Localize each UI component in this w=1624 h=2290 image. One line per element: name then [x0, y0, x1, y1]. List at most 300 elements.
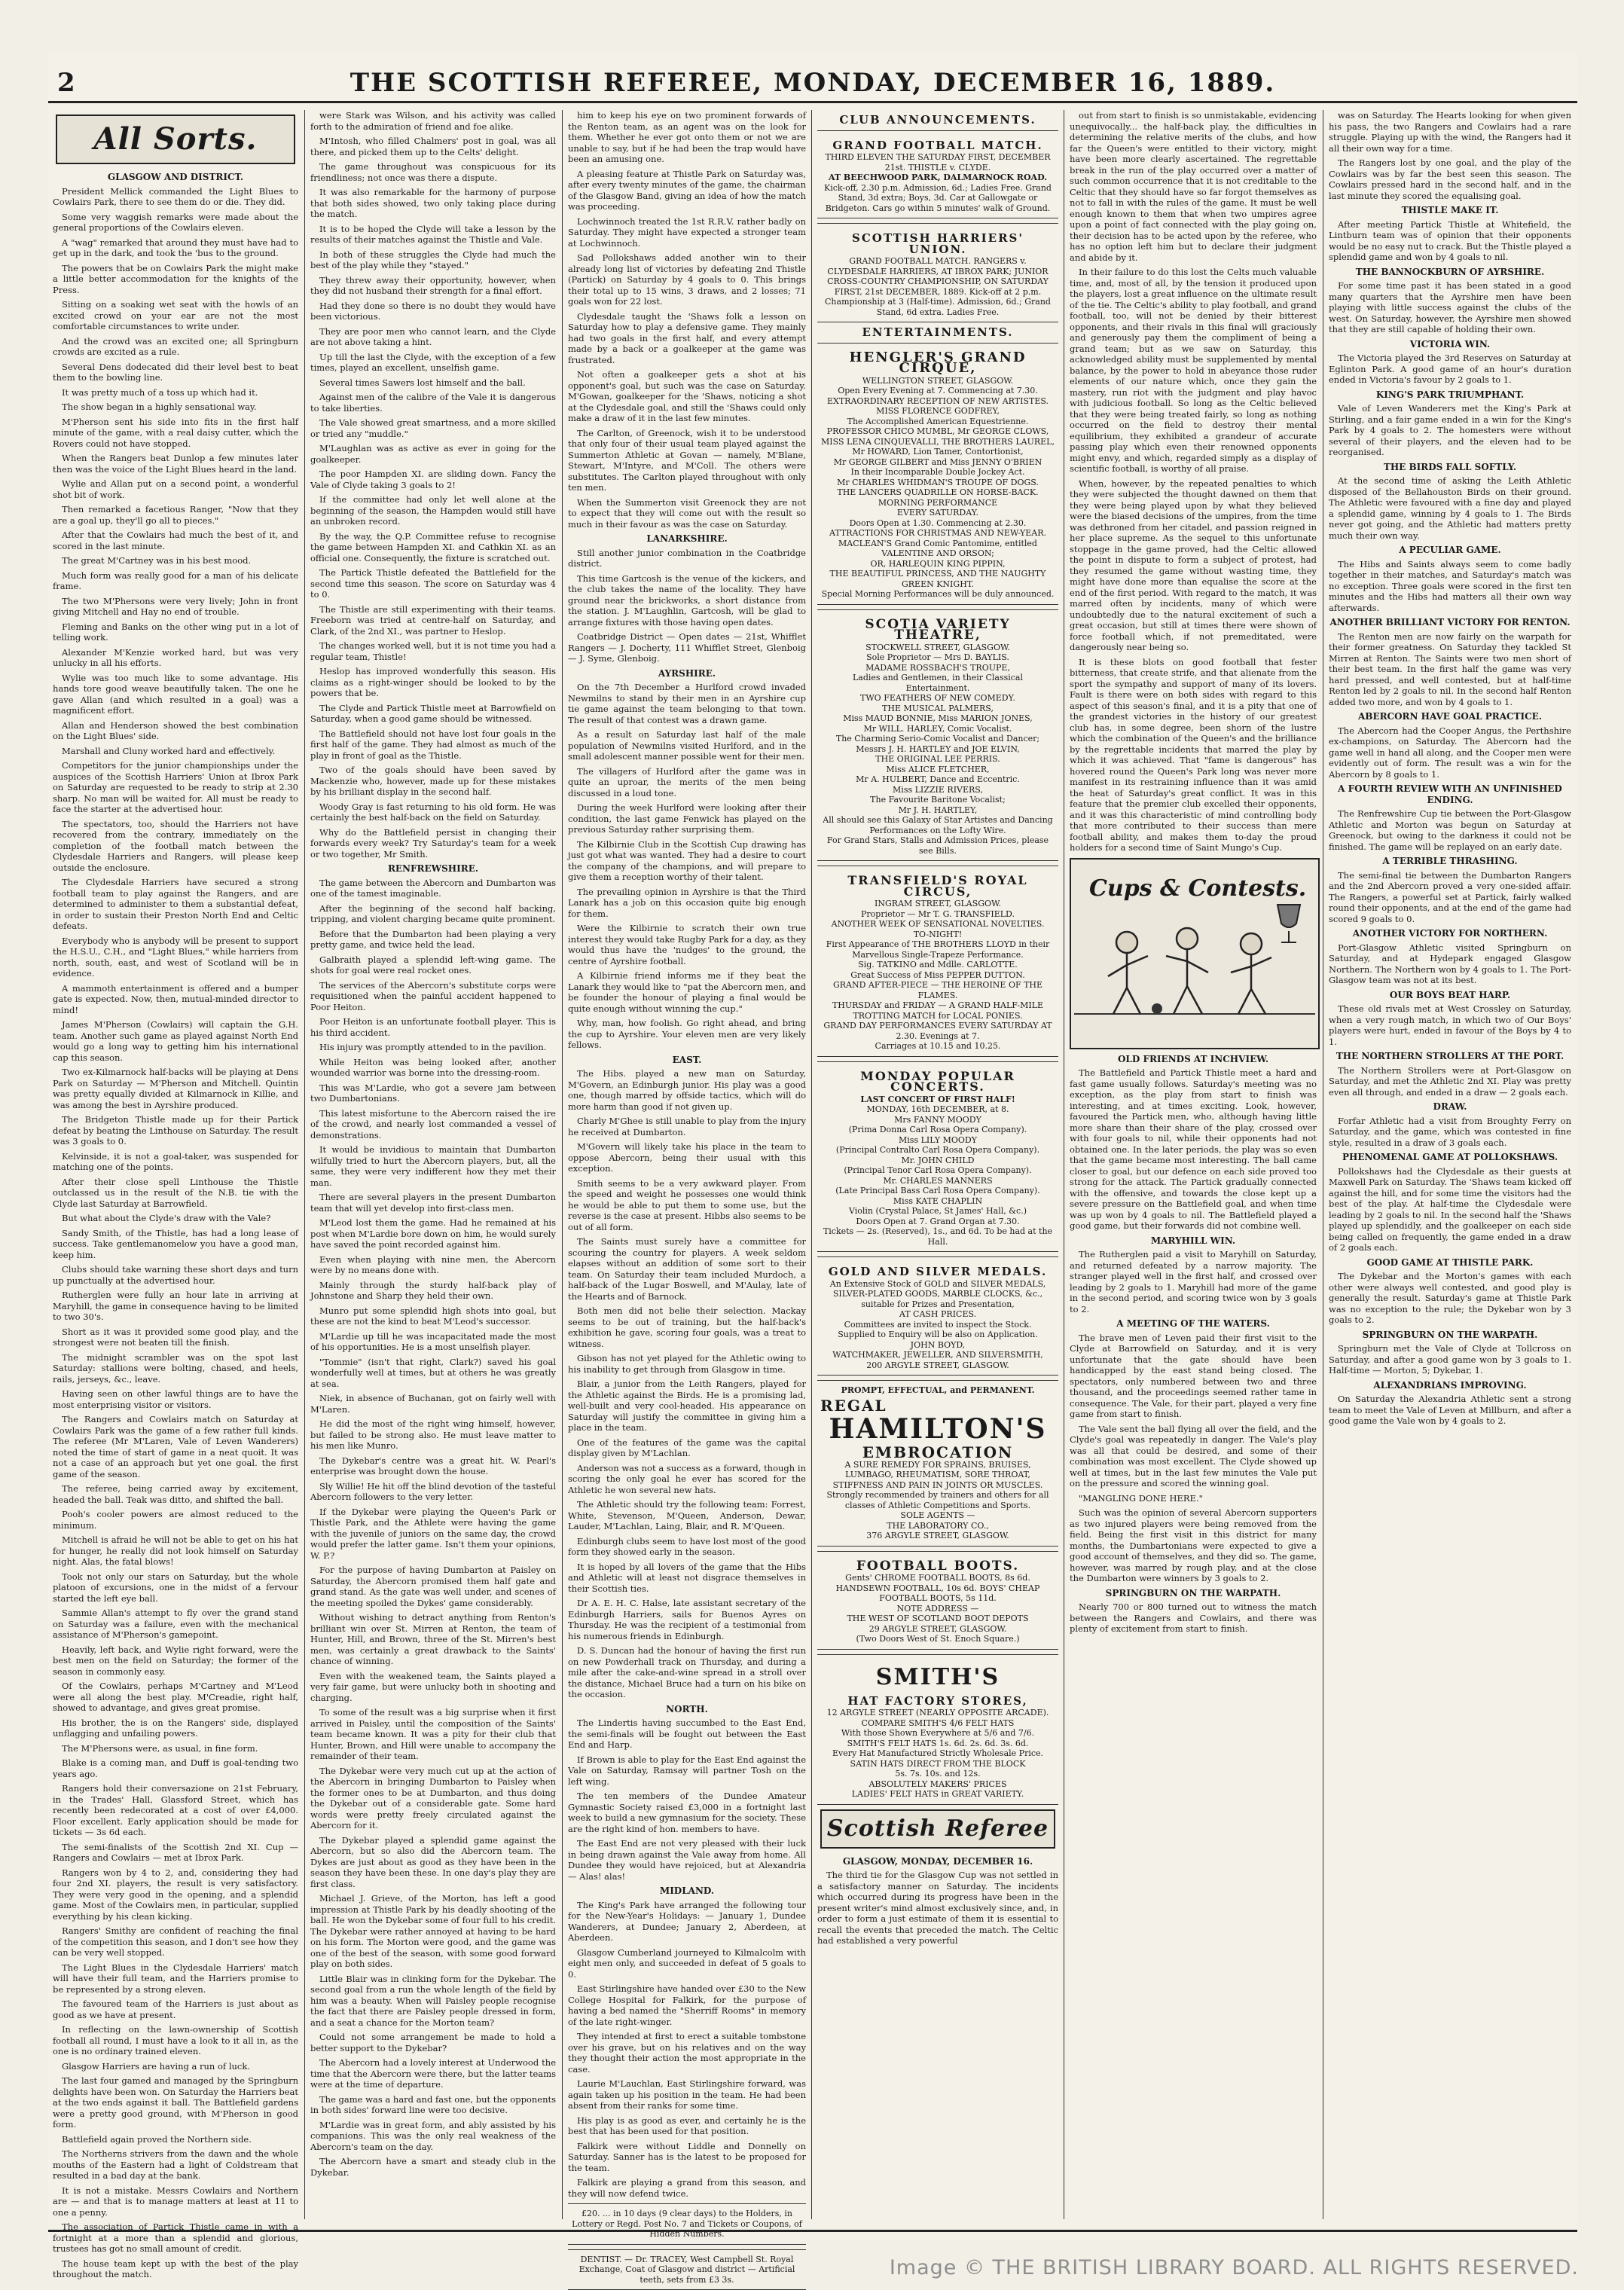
- column-separator: [304, 110, 305, 2219]
- article-paragraph: The Rangers and Cowlairs match on Saturday at Cowlairs Park was the game of a few rather full kinds. The referee (Mr M'Laren, Vale of Leven Wanderers) noted the time of start of game in a neat quoit. It was not a case of an approach but yet one goal. the first game of the season.: [53, 1414, 298, 1479]
- article-paragraph: Having seen on other lawful things are to have the most enterprising visitor or visitors.: [53, 1388, 298, 1410]
- article-paragraph: It is hoped by all lovers of the game that the Hibs and Athletic will at least not disgrace themselves in their Scottish ties.: [568, 1562, 806, 1595]
- article-paragraph: Why, man, how foolish. Go right ahead, and bring the cup to Ayrshire. Your eleven men are very likely fellows.: [568, 1018, 806, 1051]
- article-paragraph: him to keep his eye on two prominent forwards of the Renton team, as an agent was on the look for them. Whether he ever got onto them or not we are unable to say, but if he had been the trap would have been an amusing one.: [568, 110, 806, 165]
- cups-and-contests-cartoon: [1070, 858, 1320, 1049]
- column-separator: [811, 110, 812, 2219]
- article-paragraph: The King's Park have arranged the following tour for the New-Year's Holidays: — January 1, Dundee Wanderers, at Dundee; January 2, Aberdeen, at Aberdeen.: [568, 1900, 806, 1943]
- advert-line: Sig. TATKINO and Mdlle. CARLOTTE.: [820, 960, 1055, 970]
- article-paragraph: This latest misfortune to the Abercorn raised the ire of the crowd, and nearly lost commanded a vessel of demonstrations.: [310, 1108, 556, 1141]
- article-paragraph: It is not a mistake. Messrs Cowlairs and Northern are — and that is to manage matters at least at 11 to one a penny.: [53, 2185, 298, 2218]
- advert-title: FOOTBALL BOOTS.: [820, 1561, 1055, 1572]
- article-paragraph: Anderson was not a success as a forward, though in scoring the only goal he ever has scored for the Athletic he won several new hats.: [568, 1463, 806, 1496]
- advert-line: Mr A. HULBERT, Dance and Eccentric.: [820, 774, 1055, 785]
- column-4: [817, 110, 1058, 2219]
- article-paragraph: The Saints must surely have a committee for scouring the country for players. A week seldom elapses without an addition of some sort to their team. On Saturday their team included Murdoch, a half-back of the Lugar Boswell, and M'Aulay, late of the Hearts and of Barnock.: [568, 1236, 806, 1302]
- article-paragraph: Lochwinnoch treated the 1st R.R.V. rather badly on Saturday. They might have expected a stronger team at Lochwinnoch.: [568, 216, 806, 249]
- article-paragraph: Were the Kilbirnie to scratch their own true interest they would take Rugby Park for a day, as they would thus have the 'nudges' to the ground, the centre of Ayrshire football.: [568, 923, 806, 966]
- cartoon-illustration: [1071, 860, 1318, 1048]
- article-paragraph: They are poor men who cannot learn, and the Clyde are not above taking a hint.: [310, 326, 556, 348]
- article-paragraph: M'Laughlan was as active as ever in going for the goalkeeper.: [310, 443, 556, 465]
- dateline: GLASGOW, MONDAY, DECEMBER 16.: [817, 1856, 1058, 1867]
- advert-line: (Prima Donna Carl Rosa Opera Company).: [820, 1125, 1055, 1135]
- article-paragraph: Vale of Leven Wanderers met the King's Park at Stirling, and a fair game ended in a win for the King's Park by 4 goals to 2. The homesters were without several of their players, and the eleven had to be reorganised.: [1329, 403, 1571, 458]
- article-paragraph: East Stirlingshire have handed over £30 to the New College Hospital for Falkirk, for the purpose of having a bed named the "Sherriff Rooms" in memory of the late right-winger.: [568, 1983, 806, 2027]
- advert-line: Miss ALICE FLETCHER,: [820, 765, 1055, 775]
- advert-lines: [820, 909, 1055, 1052]
- advert-line: MISS FLORENCE GODFREY,: [820, 406, 1055, 417]
- article-paragraph: The Abercorn have a smart and steady club in the Dykebar.: [310, 2156, 556, 2178]
- advert-line: SATIN HATS DIRECT FROM THE BLOCK: [820, 1759, 1055, 1769]
- advert-line: Doors Open at 7. Grand Organ at 7.30.: [820, 1217, 1055, 1227]
- article-paragraph: Then remarked a facetious Ranger, "Now that they are a goal up, they'll go all to pieces.": [53, 504, 298, 526]
- advert-subtitle: HAT FACTORY STORES,: [820, 1696, 1055, 1707]
- advert-lines: [820, 1708, 1055, 1800]
- advert-line: TWO FEATHERS OF NEW COMEDY.: [820, 693, 1055, 704]
- article-paragraph: Wylie and Allan put on a second point, a wonderful shot bit of work.: [53, 478, 298, 500]
- advert-title: GRAND FOOTBALL MATCH.: [820, 140, 1055, 151]
- advert-title: SCOTTISH HARRIERS' UNION.: [820, 233, 1055, 255]
- advert-subtitle: THIRD ELEVEN THE SATURDAY FIRST, DECEMBER 21st. THISTLE v. CLYDE.: [820, 152, 1055, 173]
- advert-line: COMPARE SMITH'S 4/6 FELT HATS: [820, 1718, 1055, 1729]
- article-paragraph: The Abercorn had a lovely interest at Underwood the time that the Abercorn were there, but the latter teams were at the time of departure.: [310, 2057, 556, 2090]
- article-paragraph: During the week Hurlford were looking after their condition, the last game Fenwick has played on the previous Saturday rather surprising them.: [568, 802, 806, 835]
- section-heading: ANOTHER BRILLIANT VICTORY FOR RENTON.: [1329, 617, 1571, 628]
- article-paragraph: Rutherglen were fully an hour late in arriving at Maryhill, the game in consequence having to be limited to two 30's.: [53, 1290, 298, 1323]
- article-paragraph: The referee, being carried away by excitement, headed the ball. Teak was ditto, and shifted the ball.: [53, 1483, 298, 1505]
- advert-title: MONDAY POPULAR CONCERTS.: [820, 1071, 1055, 1093]
- article-paragraph: M'Lardie was in great form, and ably assisted by his companions. This was the only real weakness of the Abercorn's team on the day.: [310, 2120, 556, 2153]
- advert-line: Tickets — 2s. (Reserved), 1s., and 6d. To be had at the Hall.: [820, 1226, 1055, 1247]
- article-paragraph: The favoured team of the Harriers is just about as good as we have at present.: [53, 1998, 298, 2020]
- article-paragraph: Mainly through the sturdy half-back play of Johnstone and Sharp they held their own.: [310, 1280, 556, 1302]
- article-paragraph: The Athletic should try the following team: Forrest, White, Stevenson, M'Queen, Anderson, Dewar, Lauder, M'Lachlan, Laing, Blair, and R. M'Queen.: [568, 1499, 806, 1532]
- article-paragraph: Marshall and Cluny worked hard and effectively.: [53, 746, 298, 757]
- column-6: [1329, 110, 1571, 2219]
- article-paragraph: His brother, the is on the Rangers' side, displayed unflagging and unfailing powers.: [53, 1718, 298, 1739]
- advert-line: An Extensive Stock of GOLD and SILVER MEDALS, SILVER-PLATED GOODS, MARBLE CLOCKS, &c., suitable for Prizes and Presentation,: [820, 1279, 1055, 1310]
- article-paragraph: The Abercorn had the Cooper Angus, the Perthshire ex-champions, on Saturday. The Abercorn had the game well in hand all along, and the Cooper men were evidently out of form. The result was a win for the Abercorn by 8 goals to 1.: [1329, 725, 1571, 780]
- column-6-text: [1329, 942, 1571, 986]
- advert-line: PROFESSOR CHICO MUMBL, Mr GEORGE CLOWS,: [820, 426, 1055, 437]
- newspaper-nameplate: Scottish Referee: [820, 1809, 1055, 1849]
- column-1: [53, 110, 298, 2219]
- advert-line: Proprietor — Mr T. G. TRANSFIELD.: [820, 909, 1055, 920]
- advert-title: SCOTIA VARIETY THEATRE,: [820, 619, 1055, 641]
- article-paragraph: The prevailing opinion in Ayrshire is that the Third Lanark has a job on this occasion quite big enough for them.: [568, 887, 806, 920]
- masthead-rule: [48, 101, 1577, 103]
- article-paragraph: The two M'Phersons were very lively; John in front giving Mitchell and Hay no end of trouble.: [53, 596, 298, 618]
- advert-line: THE WEST OF SCOTLAND BOOT DEPOTS: [820, 1614, 1055, 1624]
- article-paragraph: And the crowd was an excited one; all Springburn crowds are excited as a rule.: [53, 336, 298, 358]
- article-paragraph: Glasgow Harriers are having a run of luck.: [53, 2061, 298, 2072]
- article-paragraph: After the beginning of the second half backing, tripping, and violent charging became quite prominent.: [310, 903, 556, 925]
- article-paragraph: The Carlton, of Greenock, wish it to be understood that only four of their usual team played against the Summerton Athletic at Govan — namely, M'Blane, Stewart, M'Intyre, and M'Coll. The others were substitutes. The Carlton played throughout with only ten men.: [568, 428, 806, 493]
- advert-line: A SURE REMEDY FOR SPRAINS, BRUISES, LUMBAGO, RHEUMATISM, SORE THROAT, STIFFNESS AND PAIN IN JOINTS OR MUSCLES.: [820, 1460, 1055, 1491]
- article-paragraph: There are several players in the present Dumbarton team that will yet develop into first-class men.: [310, 1192, 556, 1214]
- section-heading: A FOURTH REVIEW WITH AN UNFINISHED ENDING.: [1329, 783, 1571, 805]
- article-paragraph: This was M'Lardie, who got a severe jam between two Dumbartonians.: [310, 1082, 556, 1104]
- advert-line: Miss LILY MOODY: [820, 1135, 1055, 1146]
- editorial-text: [817, 1870, 1058, 1946]
- cartoon-title: OLD FRIENDS AT INCHVIEW.: [1070, 1054, 1317, 1065]
- advert-subtitle: WELLINGTON STREET, GLASGOW.: [820, 376, 1055, 386]
- article-paragraph: Wylie was too much like to some advantage. His hands tore good weave beautifully taken. The one he gave Allan (and which resulted in a goal) was a magnificent effort.: [53, 673, 298, 716]
- advert-lines: [820, 386, 1055, 600]
- column-6-text: [1329, 1343, 1571, 1376]
- column-6-text: [1329, 725, 1571, 780]
- article-paragraph: But what about the Clyde's draw with the Vale?: [53, 1213, 298, 1224]
- column-3-text-f: [568, 1900, 806, 2200]
- article-paragraph: Two of the goals should have been saved by Mackenzie who, however, made up for these mistakes by his brilliant display in the second half.: [310, 765, 556, 798]
- article-paragraph: Heavily, left back, and Wylie right forward, were the best men on the field on Saturday; the former of the season in commonly easy.: [53, 1644, 298, 1678]
- column-6-text: [1329, 219, 1571, 263]
- article-paragraph: The Rangers lost by one goal, and the play of the Cowlairs was by far the best seen this season. The Cowlairs pressed hard in the second half, and in the last minute they scored the equalising goal.: [1329, 157, 1571, 201]
- section-heading: AYRSHIRE.: [568, 668, 806, 679]
- article-paragraph: Blair, a junior from the Leith Rangers, played for the Athletic against the Birds. He is a promising lad, well-built and very cool-headed. His appearance on Saturday will justify the committee in giving him a place in the team.: [568, 1379, 806, 1434]
- section-heading: NORTH.: [568, 1704, 806, 1715]
- article-paragraph: out from start to finish is so unmistakable, evidencing unequivocally... the half-back play, the difficulties in determining the relative merits of the clubs, and how far the Queen's were entitled to their victory, might have been more clearly ascertained. The regrettable break in the run of the play occurred over a matter of such common occurrence that it is not creditable to the Celtic that they should have so far forgot themselves as not to fall in with the rules of the game. It must be well enough known to them that when two umpires agree upon a point of fact connected with the play going on, their decision has to be acted upon by the referee, who has no option left him but to declare their judgment and abide by it.: [1070, 110, 1317, 263]
- section-heading: SPRINGBURN ON THE WARPATH.: [1070, 1588, 1317, 1599]
- article-paragraph: Pollokshaws had the Clydesdale as their guests at Maxwell Park on Saturday. The 'Shaws team kicked off against the hill, and for some time the visitors had the best of the play. At half-time the Clydesdale were leading by 2 goals to nil. In the second half the 'Shaws played up splendidly, and the goalkeeper on each side being called on frequently, the game ended in a draw of 2 goals each.: [1329, 1166, 1571, 1253]
- article-paragraph: "MANGLING DONE HERE.": [1070, 1493, 1317, 1504]
- advert-line: 200 ARGYLE STREET, GLASGOW.: [820, 1360, 1055, 1371]
- article-paragraph: The Northerns strivers from the dawn and the whole mouths of the Eastern had a light of Coldstream that resulted in a bad day at the bank.: [53, 2148, 298, 2182]
- article-paragraph: It would be invidious to maintain that Dumbarton wilfully tried to hurt the Abercorn players, but, all the same, they were very indifferent how they met their man.: [310, 1144, 556, 1188]
- article-paragraph: The great M'Cartney was in his best mood.: [53, 555, 298, 566]
- section-heading: A TERRIBLE THRASHING.: [1329, 856, 1571, 867]
- article-paragraph: Alexander M'Kenzie worked hard, but was very unlucky in all his efforts.: [53, 647, 298, 669]
- advert-line: WATCHMAKER, JEWELLER, AND SILVERSMITH,: [820, 1350, 1055, 1360]
- column-3-text-d: [568, 1068, 806, 1700]
- advert-title: HENGLER'S GRAND CIRQUE,: [820, 353, 1055, 374]
- article-paragraph: The brave men of Leven paid their first visit to the Clyde at Barrowfield on Saturday, and it is very unfortunate that the gate should have been handicapped by the east stand being closed. The spectators, only numbered between two and three thousand, and the proceedings seemed rather tame in consequence. The Vale, for their part, played a very fine game from start to finish.: [1070, 1333, 1317, 1420]
- article-paragraph: Laurie M'Lauchlan, East Stirlingshire forward, was again taken up his position in the team. He had been absent from their ranks for some time.: [568, 2078, 806, 2111]
- article-paragraph: The last four gamed and managed by the Springburn delights have been won. On Saturday the Harriers beat at the two ends against it ball. The Battlefield gardens were a pretty good ground, with M'Pherson in good form.: [53, 2075, 298, 2130]
- advert-line: Mr HOWARD, Lion Tamer, Contortionist,: [820, 447, 1055, 457]
- section-heading: DRAW.: [1329, 1101, 1571, 1113]
- article-paragraph: A mammoth entertainment is offered and a bumper gate is expected. Now, then, mutual-minded director to mind!: [53, 983, 298, 1016]
- article-paragraph: The Victoria played the 3rd Reserves on Saturday at Eglinton Park. A good game of an hour's duration ended in Victoria's favour by 2 goals to 1.: [1329, 353, 1571, 386]
- article-paragraph: For the purpose of having Dumbarton at Paisley on Saturday, the Abercorn promised them half gate and grand stand. As the gate was well under, and scenes of the meeting spoiled the Dykes' game considerably.: [310, 1565, 556, 1608]
- advert-line: All should see this Galaxy of Star Artistes and Dancing Performances on the Lofty Wire.: [820, 815, 1055, 835]
- section-heading: PHENOMENAL GAME AT POLLOKSHAWS.: [1329, 1152, 1571, 1163]
- article-paragraph: Little Blair was in clinking form for the Dykebar. The second goal from a run the whole length of the field by him was a beauty. When will Paisley people recognise the fact that there are Paisley people dressed in form, and a seat a chance for the Morton team?: [310, 1974, 556, 2029]
- article-paragraph: Sad Pollokshaws added another win to their already long list of victories by defeating 2nd Thistle (Partick) on Saturday by 4 goals to 0. This brings their total up to 15 wins, 3 draws, and 2 losses; 71 goals won for 22 lost.: [568, 252, 806, 307]
- advert-transfields-circus: [817, 866, 1058, 1057]
- article-paragraph: The Dykebar played a splendid game against the Abercorn, but so also did the Abercorn team. The Dykes are just about as good as they have been in the season they have been these. In one day's play they are first class.: [310, 1835, 556, 1890]
- advert-scotia-theatre: [817, 609, 1058, 862]
- article-paragraph: At the second time of asking the Leith Athletic disposed of the Bellahouston Birds on their ground. The Athletic were favoured with a fine day and played a splendid game, winning by 4 goals to 1. The Birds never got going, and the Athletic had matters pretty much their own way.: [1329, 475, 1571, 541]
- article-paragraph: "Tommie" (isn't that right, Clark?) saved his goal wonderfully well at times, but at others he was greatly at sea.: [310, 1357, 556, 1390]
- advert-line: Every Hat Manufactured Strictly Wholesale Price.: [820, 1748, 1055, 1759]
- article-paragraph: The villagers of Hurlford after the game was in quite an uproar, the merits of the men being discussed in a loud tone.: [568, 766, 806, 799]
- newspaper-title: THE SCOTTISH REFEREE, MONDAY, DECEMBER 16, 1889.: [48, 68, 1577, 98]
- advert-line: (Principal Tenor Carl Rosa Opera Company).: [820, 1165, 1055, 1176]
- advert-line: In their Incomparable Double Jockey Act.: [820, 467, 1055, 478]
- article-paragraph: Had they done so there is no doubt they would have been victorious.: [310, 301, 556, 322]
- article-paragraph: The powers that be on Cowlairs Park the might make a little better accommodation for the knights of the Press.: [53, 263, 298, 296]
- dentist-advert-text: DENTIST. — Dr. TRACEY, West Campbell St. Royal Exchange, Coat of Glasgow and district — Artificial teeth, sets from £3 3s.: [571, 2255, 803, 2285]
- article-paragraph: Could not some arrangement be made to hold a better support to the Dykebar?: [310, 2032, 556, 2053]
- article-paragraph: When the Summerton visit Greenock they are not to expect that they will come out with the result so much in their favour as was the case on Saturday.: [568, 497, 806, 530]
- advert-title: SMITH'S: [820, 1664, 1055, 1691]
- section-heading: ANOTHER VICTORY FOR NORTHERN.: [1329, 928, 1571, 939]
- article-paragraph: The house team kept up with the best of the play throughout the match.: [53, 2258, 298, 2280]
- advert-line: Miss MAUD BONNIE, Miss MARION JONES,: [820, 713, 1055, 724]
- article-paragraph: Sammie Allan's attempt to fly over the grand stand on Saturday was a failure, even with the mechanical assistance of M'Pherson's gamepoint.: [53, 1608, 298, 1641]
- article-paragraph: Nearly 700 or 800 turned out to witness the match between the Rangers and Cowlairs, and there was plenty of excitement from start to finish.: [1070, 1601, 1317, 1635]
- column-6-text: [1329, 808, 1571, 852]
- article-paragraph: The semi-finalists of the Scottish 2nd XI. Cup — Rangers and Cowlairs — met at Ibrox Park.: [53, 1842, 298, 1864]
- section-heading: EAST.: [568, 1055, 806, 1066]
- column-6-text: [1329, 559, 1571, 614]
- section-heading: KING'S PARK TRIUMPHANT.: [1329, 389, 1571, 401]
- advert-popular-concerts: [817, 1061, 1058, 1253]
- advert-football-match: [817, 130, 1058, 219]
- article-paragraph: The Renton men are now fairly on the warpath for their former greatness. On Saturday they tackled St Mirren at Renton. The Saints were two men short of their best team. In the first half the game was very hard pressed, and well contested, but at half-time Renton led by 2 goals to nil. In the second half Renton added two more, and won by 4 goals to 1.: [1329, 631, 1571, 708]
- article-paragraph: They intended at first to erect a suitable tombstone over his grave, but on his relatives and on the way they thought their action the most appropriate in the case.: [568, 2031, 806, 2075]
- article-paragraph: The Vale showed great smartness, and a more skilled or tried any "muddle.": [310, 417, 556, 439]
- advert-brand: HAMILTON'S: [820, 1415, 1055, 1443]
- advert-line: Open Every Evening at 7. Commencing at 7.30.: [820, 386, 1055, 396]
- article-paragraph: Sitting on a soaking wet seat with the howls of an excited crowd on your ear are not the most comfortable circumstances to write under.: [53, 299, 298, 332]
- article-paragraph: The Hibs and Saints always seem to come badly together in their matches, and Saturday's match was no exception. Three goals were scored in the first ten minutes and the Hibs had matters all their own way afterwards.: [1329, 559, 1571, 614]
- advert-line: First Appearance of THE BROTHERS LLOYD in their Marvellous Single-Trapeze Performance.: [820, 939, 1055, 960]
- article-paragraph: The midnight scrambler was on the spot last Saturday: stallions were bolting, chased, and heels, rails, jerseys, &c., leave.: [53, 1352, 298, 1385]
- section-heading: MIDLAND.: [568, 1885, 806, 1897]
- article-paragraph: The Northern Strollers were at Port-Glasgow on Saturday, and met the Athletic 2nd XI. Play was pretty even all through, and ended in a draw — 2 goals each.: [1329, 1065, 1571, 1098]
- article-paragraph: Some very waggish remarks were made about the general proportions of the Cowlairs eleven.: [53, 212, 298, 234]
- advert-line: THE LANCERS QUADRILLE ON HORSE-BACK.: [820, 487, 1055, 498]
- article-paragraph: Port-Glasgow Athletic visited Springburn on Saturday, and at Hydepark engaged Glasgow Northern. The Northern won by 4 goals to 1. The Port-Glasgow team was not at its best.: [1329, 942, 1571, 986]
- article-paragraph: The East End are not very pleased with their luck in being drawn against the Vale away from home. All Dundee they would have rejoiced, but at Alexandria — Alas! alas!: [568, 1838, 806, 1882]
- article-paragraph: After that the Cowlairs had much the best of it, and scored in the last minute.: [53, 530, 298, 551]
- advert-line: MADAME ROSSBACH'S TROUPE,: [820, 663, 1055, 673]
- article-paragraph: A pleasing feature at Thistle Park on Saturday was, after every twenty minutes of the game, the chairman of the Glasgow Band, giving an idea of how the match was proceeding.: [568, 169, 806, 212]
- article-paragraph: Smith seems to be a very awkward player. From the speed and weight he possesses one would think he would be able to put them to some use, but the reverse is the case at present. Hibbs also seems to be out of all form.: [568, 1178, 806, 1233]
- article-paragraph: The services of the Abercorn's substitute corps were requisitioned when the painful accident happened to Poor Heiton.: [310, 980, 556, 1013]
- section-heading: MARYHILL WIN.: [1070, 1235, 1317, 1247]
- column-1-text: [53, 186, 298, 2280]
- article-paragraph: On Saturday the Alexandria Athletic sent a strong team to meet the Vale of Leven at Millburn, and after a good game the Vale won by 4 goals to 2.: [1329, 1394, 1571, 1427]
- section-heading: THE NORTHERN STROLLERS AT THE PORT.: [1329, 1051, 1571, 1062]
- article-paragraph: The semi-final tie between the Dumbarton Rangers and the 2nd Abercorn proved a very one-sided affair. The Rangers, a powerful set at Partick, fairly walked round their opponents, and at the end of the game had scored 9 goals to 0.: [1329, 870, 1571, 925]
- article-paragraph: Rangers won by 4 to 2, and, considering they had four 2nd XI. players, the result is very satisfactory. They were very good in the opening, and a splendid game. Most of the Cowlairs men, in particular, supplied everything by his clean kicking.: [53, 1867, 298, 1922]
- article-paragraph: The M'Phersons were, as usual, in fine form.: [53, 1743, 298, 1754]
- article-paragraph: By the way, the Q.P. Committee refuse to recognise the game between Hampden XI. and Cathkin XI. as an official one. Consequently, the fixture is scratched out.: [310, 531, 556, 564]
- article-paragraph: Not often a goalkeeper gets a shot at his opponent's goal, but such was the case on Saturday. M'Gowan, goalkeeper for the 'Shaws, noticing a shot at the Clydesdale goal, and still the 'Shaws could only make a draw of it in the last few minutes.: [568, 369, 806, 424]
- advert-lines: [820, 1104, 1055, 1247]
- article-paragraph: When, however, by the repeated penalties to which they were subjected the thought dawned on them that they were being played upon by what they believed were the biased decisions of the umpires, from the time was dethroned from her citadel, and passion reigned in her place supreme. As the sequel to this unfortunate stoppage in the game proved, had the Celtic allowed the point in dispute to form a subject of protest, had they resumed the game without wasting time, they might have done more than equalise the score at the end of the first period. With regard to the match, it was marred often by incidents, many of which were undoubtedly due to the natural excitement of such a great occasion, but still at times there were shown of force football which, if not premeditated, were dangerously near being so.: [1070, 478, 1317, 653]
- advert-line: (Principal Contralto Carl Rosa Opera Company).: [820, 1145, 1055, 1156]
- article-paragraph: Even when playing with nine men, the Abercorn were by no means done with.: [310, 1254, 556, 1276]
- article-paragraph: Mitchell is afraid he will not be able to get on his hat for hunger, he really did not look himself on Saturday night. Alas, the fatal blows!: [53, 1534, 298, 1568]
- article-paragraph: He did the most of the right wing himself, however, but failed to be strong also. He must leave matter to his men like Munro.: [310, 1418, 556, 1452]
- advert-line: EXTRAORDINARY RECEPTION OF NEW ARTISTES.: [820, 396, 1055, 407]
- article-paragraph: Of the Cowlairs, perhaps M'Cartney and M'Leod were all along the best play. M'Creadie, right half, showed to advantage, and gives great promise.: [53, 1681, 298, 1714]
- article-paragraph: Blake is a coming man, and Duff is goal-tending two years ago.: [53, 1757, 298, 1779]
- column-5-text-d: [1070, 1333, 1317, 1584]
- article-paragraph: The changes worked well, but it is not time you had a regular team, Thistle!: [310, 640, 556, 662]
- article-paragraph: Short as it was it provided some good play, and the strongest were not beaten till the finish.: [53, 1327, 298, 1348]
- advert-line: SOLE AGENTS —: [820, 1510, 1055, 1521]
- article-paragraph: Pooh's cooler powers are almost reduced to the minimum.: [53, 1509, 298, 1531]
- advert-line: ATTRACTIONS FOR CHRISTMAS AND NEW-YEAR.: [820, 528, 1055, 539]
- advert-line: The Charming Serio-Comic Vocalist and Dancer;: [820, 734, 1055, 744]
- column-6-text: [1329, 403, 1571, 458]
- article-paragraph: Sandy Smith, of the Thistle, has had a long lease of success. Take gentlemanomelow you have a good man, keep him.: [53, 1228, 298, 1261]
- advert-line: OR, HARLEQUIN KING PIPPIN,: [820, 559, 1055, 569]
- article-paragraph: The spectators, too, should the Harriers not have recovered from the contrary, immediately on the completion of the football match between the Clydesdale Harriers and Rangers, will please keep outside the enclosure.: [53, 819, 298, 874]
- column-6-text: [1329, 475, 1571, 541]
- article-paragraph: They threw away their opportunity, however, when they did not husband their strength for a final effort.: [310, 275, 556, 297]
- advert-line: JOHN BOYD,: [820, 1340, 1055, 1351]
- column-3-text: [568, 110, 806, 530]
- advert-line: The Accomplished American Equestrienne.: [820, 417, 1055, 427]
- advert-lines: [820, 1460, 1055, 1541]
- article-paragraph: M'Lardie up till he was incapacitated made the most of his opportunities. He is a most unselfish player.: [310, 1331, 556, 1353]
- article-paragraph: The Light Blues in the Clydesdale Harriers' match will have their full team, and the Harriers promise to be represented by a strong eleven.: [53, 1962, 298, 1995]
- column-3-text-c: [568, 682, 806, 1051]
- advert-line: Mr. CHARLES MANNERS: [820, 1176, 1055, 1186]
- article-paragraph: The show began in a highly sensational way.: [53, 402, 298, 413]
- article-paragraph: Up till the last the Clyde, with the exception of a few times, played an excellent, unselfish game.: [310, 352, 556, 374]
- advert-line: ANOTHER WEEK OF SENSATIONAL NOVELTIES.: [820, 919, 1055, 930]
- advert-line: With those Shown Everywhere at 5/6 and 7/6.: [820, 1728, 1055, 1739]
- column-2: [310, 110, 556, 2219]
- article-paragraph: The Hibs. played a new man on Saturday, M'Govern, an Edinburgh junior. His play was a good one, though marred by offside tactics, which will do more harm than good if not given up.: [568, 1068, 806, 1112]
- article-paragraph: The Battlefield should not have lost four goals in the first half of the game. They had almost as much of the play in front of goal as the Thistle.: [310, 728, 556, 762]
- advert-lines: [820, 1573, 1055, 1644]
- all-sorts-heading: All Sorts.: [56, 114, 295, 164]
- column-6-text: [1329, 1065, 1571, 1098]
- article-paragraph: In reflecting on the lawn-ownership of Scottish football all round, I must have a look to it all in, as the one is no ordinary trained eleven.: [53, 2024, 298, 2057]
- advert-subtitle: INGRAM STREET, GLASGOW.: [820, 899, 1055, 909]
- column-6-text: [1329, 631, 1571, 708]
- advert-line: EVERY SATURDAY.: [820, 508, 1055, 518]
- advert-harriers-union: [817, 223, 1058, 322]
- article-paragraph: Battlefield again proved the Northern side.: [53, 2134, 298, 2145]
- column-5-text: [1070, 110, 1317, 853]
- advert-line: 29 ARGYLE STREET, GLASGOW.: [820, 1624, 1055, 1635]
- article-paragraph: The Renfrewshire Cup tie between the Port-Glasgow Athletic and Morton was begun on Saturday at Greenock, but owing to the darkness it could not be finished. The game will be replayed on an early date.: [1329, 808, 1571, 852]
- article-paragraph: This time Gartcosh is the venue of the kickers, and the club takes the name of the locality. They have ground near the brickworks, a short distance from the station. J. M'Laughlin, Gartcosh, will be glad to arrange fixtures with those having open dates.: [568, 573, 806, 628]
- article-paragraph: It is to be hoped the Clyde will take a lesson by the results of their matches against the Thistle and Vale.: [310, 224, 556, 246]
- entertainments-header: ENTERTAINMENTS.: [817, 327, 1058, 338]
- advert-medals: [817, 1256, 1058, 1376]
- article-paragraph: Against men of the calibre of the Vale it is dangerous to take liberties.: [310, 392, 556, 414]
- money-advert-text: £20. ... in 10 days (9 clear days) to the Holders, in Lottery or Regd. Post No. 7 and Tickets or Coupons, of Hidden Numbers.: [571, 2209, 803, 2240]
- article-paragraph: The Thistle are still experimenting with their teams. Freeborn was tried at centre-half on Saturday, and Clark, of the 2nd XI., was partner to Heslop.: [310, 604, 556, 637]
- article-paragraph: Falkirk were without Liddle and Donnelly on Saturday. Sanner has is the latest to be proposed for the team.: [568, 2141, 806, 2174]
- article-paragraph: Several times Sawers lost himself and the ball.: [310, 377, 556, 389]
- advert-embrocation: [817, 1380, 1058, 1547]
- article-paragraph: Galbraith played a splendid left-wing game. The shots for goal were real rocket ones.: [310, 954, 556, 976]
- article-paragraph: The Rutherglen paid a visit to Maryhill on Saturday, and returned defeated by a narrow majority. The stranger played well in the first half, and crossed over leading by 2 goals to 1. Maryhill had more of the game in the second period, and scoring twice won by 3 goals to 2.: [1070, 1249, 1317, 1314]
- article-paragraph: When the Rangers beat Dunlop a few minutes later then was the voice of the Light Blues heard in the land.: [53, 453, 298, 475]
- advert-title: GOLD AND SILVER MEDALS.: [820, 1266, 1055, 1278]
- advert-line: Mr. JOHN CHILD: [820, 1156, 1055, 1166]
- image-credit: Image © THE BRITISH LIBRARY BOARD. ALL RIGHTS RESERVED.: [0, 2256, 1624, 2279]
- article-paragraph: Without wishing to detract anything from Renton's brilliant win over St. Mirren at Renton, the team of Hunter, Hill, and Brown, three of the St. Mirren's best men, was certainly a great drawback to the Saints' chance of winning.: [310, 1612, 556, 1667]
- column-5-text-c: [1070, 1249, 1317, 1314]
- article-paragraph: The game throughout was conspicuous for its friendliness; not once was there a dispute.: [310, 161, 556, 183]
- article-paragraph: It was also remarkable for the harmony of purpose that both sides showed, two only taking place during the match.: [310, 187, 556, 220]
- article-paragraph: The Clydesdale Harriers have secured a strong football team to play against the Rangers, and are determined to administer to them a substantial defeat, in order to sustain their Preston North End and Celtic defeats.: [53, 877, 298, 932]
- advert-line: Supplied to Enquiry will be also on Application.: [820, 1330, 1055, 1340]
- article-paragraph: Why do the Battlefield persist in changing their forwards every week? Try Saturday's team for a week or two together, Mr Smith.: [310, 827, 556, 860]
- advert-line: TO-NIGHT!: [820, 930, 1055, 940]
- article-paragraph: On the 7th December a Hurlford crowd invaded Newmilns to stand by their men in an Ayrshire cup tie game against the team belonging to that town. The result of that contest was a drawn game.: [568, 682, 806, 725]
- advert-henglers-cirque: [817, 343, 1058, 605]
- section-heading: OUR BOYS BEAT HARP.: [1329, 990, 1571, 1001]
- article-paragraph: The Clyde and Partick Thistle meet at Barrowfield on Saturday, when a good game should be witnessed.: [310, 703, 556, 725]
- advert-line: Miss KATE CHAPLIN: [820, 1196, 1055, 1207]
- column-6-text: [1329, 1003, 1571, 1047]
- advert-line: THE BEAUTIFUL PRINCESS, AND THE NAUGHTY GREEN KNIGHT.: [820, 569, 1055, 589]
- article-paragraph: M'Leod lost them the game. Had he remained at his post when M'Lardie bore down on him, he would surely have saved the point recorded against him.: [310, 1217, 556, 1250]
- column-3: [568, 110, 806, 2219]
- advert-regal: REGAL: [820, 1400, 1055, 1412]
- column-separator: [562, 110, 563, 2219]
- article-paragraph: The game between the Abercorn and Dumbarton was one of the tamest imaginable.: [310, 878, 556, 899]
- advert-line: Miss LIZZIE RIVERS,: [820, 785, 1055, 795]
- article-paragraph: Coatbridge District — Open dates — 21st, Whifflet Rangers — J. Docherty, 111 Whifflet Street, Glenboig — J. Syme, Glenboig.: [568, 631, 806, 664]
- section-heading: ABERCORN HAVE GOAL PRACTICE.: [1329, 711, 1571, 722]
- advert-line: THE MUSICAL PALMERS,: [820, 704, 1055, 714]
- section-heading: SPRINGBURN ON THE WARPATH.: [1329, 1330, 1571, 1341]
- article-paragraph: His play is as good as ever, and certainly he is the best that has been used for that position.: [568, 2115, 806, 2137]
- advert-line: MONDAY, 16th DECEMBER, at 8.: [820, 1104, 1055, 1115]
- section-heading: THE BIRDS FALL SOFTLY.: [1329, 462, 1571, 473]
- article-paragraph: Forfar Athletic had a visit from Broughty Ferry on Saturday, and the game, which was contested in fine style, resulted in a draw of 3 goals each.: [1329, 1116, 1571, 1149]
- article-paragraph: President Mellick commanded the Light Blues to Cowlairs Park, there to see them do or die. They did.: [53, 186, 298, 208]
- article-paragraph: Still another junior combination in the Coatbridge district.: [568, 548, 806, 569]
- advert-line: SMITH'S FELT HATS 1s. 6d. 2s. 6d. 3s. 6d.: [820, 1739, 1055, 1749]
- article-paragraph: D. S. Duncan had the honour of having the first run on new Powderhall track on Thursday, and during a mile after the cake-and-wine spread in a stroll over the distance, Michael Bruce had a turn on his bike on the occasion.: [568, 1645, 806, 1700]
- article-paragraph: Gibson has not yet played for the Athletic owing to his inability to get through from Glasgow in time.: [568, 1353, 806, 1375]
- article-paragraph: Even with the weakened team, the Saints played a very fair game, but were unlucky both in shooting and charging.: [310, 1671, 556, 1704]
- article-paragraph: The Battlefield and Partick Thistle meet a hard and fast game usually follows. Saturday's meeting was no exception, as the play from start to finish was interesting, and at times exciting. Look, however, favoured the Partick men, who, although having little more share than their share of the play, crossed over with four goals to nil, while their opponents had not obtained one. In the later periods, the play was so even that the game became most interesting. The ball came closer to goal, but our defence on each side proved too strong for the attack. The Partick gradually connected with the offensive, and towards the close kept up a severe pressure on the Battlefield goal, and when time was up won by 4 goals to nil. The Battlefield played a good game, but their forwards did not combine well.: [1070, 1067, 1317, 1232]
- section-heading: GOOD GAME AT THISTLE PARK.: [1329, 1257, 1571, 1269]
- article-paragraph: The ten members of the Dundee Amateur Gymnastic Society raised £3,000 in a fortnight last week to build a new gymnasium for the society. These are the right kind of hon. members to have.: [568, 1791, 806, 1834]
- advert-line: Mr GEORGE GILBERT and Miss JENNY O'BRIEN: [820, 457, 1055, 468]
- article-paragraph: To some of the result was a big surprise when it first arrived in Paisley, until the composition of the Saints' team became known. It was a pity for their club that Hunter, Brown, and Hill were unable to accompany the remainder of their team.: [310, 1707, 556, 1762]
- advert-line: AT CASH PRICES.: [820, 1309, 1055, 1320]
- article-paragraph: Dr A. E. H. C. Halse, late assistant secretary of the Edinburgh Harriers, sails for Buenos Ayres on Thursday. He was the recipient of a testimonial from his numerous friends in Edinburgh.: [568, 1598, 806, 1641]
- article-paragraph: was on Saturday. The Hearts looking for when given his pass, the two Rangers and Cowlairs had a rare struggle. Playing up with the wind, the Rangers had it all their own way for a time.: [1329, 110, 1571, 154]
- newspaper-page: [48, 53, 1577, 2241]
- advert-venue: AT BEECHWOOD PARK, DALMARNOCK ROAD.: [820, 173, 1055, 183]
- article-paragraph: Several Dens dodecated did their level best to beat them to the bowling line.: [53, 362, 298, 383]
- article-paragraph: As a result on Saturday last half of the male population of Newmilns visited Hurlford, and in the small adolescent manner possible went for their men.: [568, 729, 806, 762]
- article-paragraph: A "wag" remarked that around they must have had to get up in the dark, and took the 'bus to the ground.: [53, 237, 298, 259]
- section-heading: GLASGOW AND DISTRICT.: [53, 172, 298, 183]
- article-paragraph: Springburn met the Vale of Clyde at Tollcross on Saturday, and after a good game won by 3 goals to 1. Half-time — Morton, 5; Dykebar, 1.: [1329, 1343, 1571, 1376]
- section-heading: THISTLE MAKE IT.: [1329, 205, 1571, 216]
- advert-line: Mr J. H. HARTLEY,: [820, 805, 1055, 816]
- article-paragraph: Before that the Dumbarton had been playing a very pretty game, and twice held the lead.: [310, 929, 556, 951]
- article-paragraph: The Lindertis having succumbed to the East End, the semi-finals will be fought out between the East End and Harp.: [568, 1718, 806, 1751]
- article-paragraph: If Brown is able to play for the East End against the Vale on Saturday, Ramsay will partner Tosh on the left wing.: [568, 1754, 806, 1788]
- advert-line: 12 ARGYLE STREET (NEARLY OPPOSITE ARCADE).: [820, 1708, 1055, 1718]
- club-announcements-header: CLUB ANNOUNCEMENTS.: [817, 114, 1058, 126]
- column-6-text: [1329, 1116, 1571, 1149]
- article-paragraph: The Bridgeton Thistle made up for their Partick defeat by beating the Linthouse on Saturday. The result was 3 goals to 0.: [53, 1114, 298, 1147]
- column-6-text: [1329, 1394, 1571, 1427]
- advert-line: Committees are invited to inspect the Stock.: [820, 1320, 1055, 1330]
